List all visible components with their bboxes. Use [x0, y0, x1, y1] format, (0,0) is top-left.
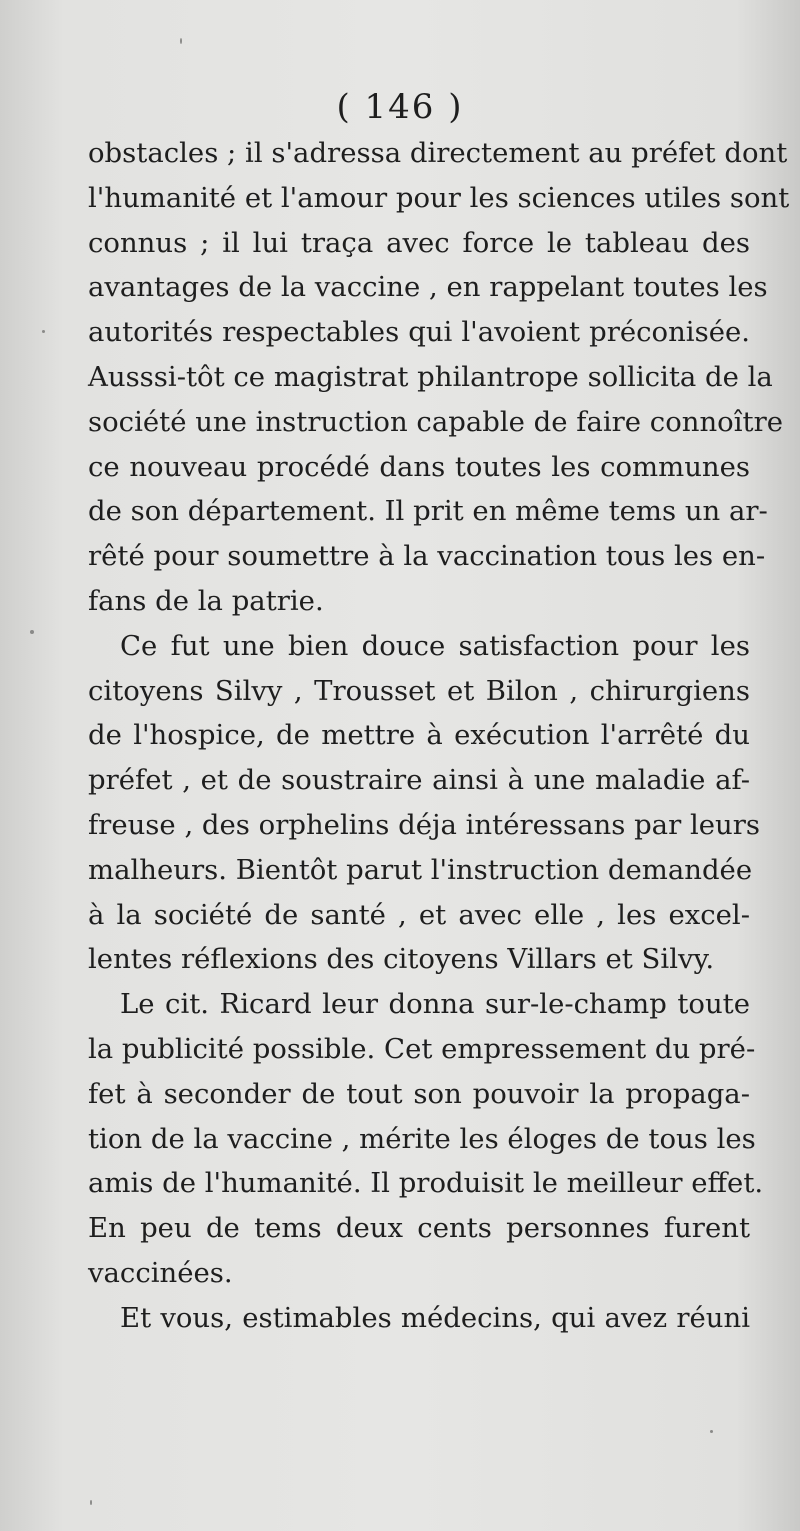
text-line: malheurs. Bientôt parut l'instruction demandée [88, 853, 753, 886]
text-line: de son département. Il prit en même tems un ar- [88, 495, 768, 528]
text-line: Ausssi-tôt ce magistrat philantrope sollicita de la [88, 360, 773, 393]
text-line: la publicité possible. Cet empressement du pré- [88, 1032, 756, 1065]
text-line: préfet , et de soustraire ainsi à une maladie af- [88, 764, 750, 797]
text-line: obstacles ; il s'adressa directement au préfet dont [88, 137, 788, 169]
text-line: avantages de la vaccine , en rappelant toutes les [88, 271, 768, 304]
text-line: citoyens Silvy , Trousset et Bilon , chirurgiens [88, 674, 750, 707]
text-line: autorités respectables qui l'avoient préconisée. [88, 316, 750, 349]
text-line: l'humanité et l'amour pour les sciences utiles sont [88, 181, 790, 214]
text-line: freuse , des orphelins déja intéressans par leurs [88, 808, 761, 841]
text-line: rêté pour soumettre à la vaccination tous les en- [88, 540, 766, 573]
text-line: lentes réflexions des citoyens Villars et Silvy. [88, 943, 715, 976]
page-number: ( 146 ) [336, 87, 464, 127]
paper-speck [90, 1500, 92, 1505]
text-line: Et vous, estimables médecins, qui avez réuni [120, 1301, 750, 1334]
text-line: fans de la patrie. [88, 584, 324, 617]
text-line: ce nouveau procédé dans toutes les communes [88, 450, 750, 483]
text-line: Ce fut une bien douce satisfaction pour les [120, 629, 750, 662]
text-line: connus ; il lui traça avec force le tableau des [88, 226, 750, 259]
text-line: à la société de santé , et avec elle , les excel- [88, 898, 750, 931]
paper-speck [710, 1430, 713, 1433]
paper-speck [180, 38, 182, 44]
text-line: tion de la vaccine , mérite les éloges de tous les [88, 1122, 756, 1155]
text-line: société une instruction capable de faire connoître [88, 405, 783, 438]
paper-speck [30, 630, 34, 634]
paper-speck [42, 330, 45, 333]
body-text [88, 131, 790, 1341]
text-line: fet à seconder de tout son pouvoir la propaga- [88, 1077, 750, 1110]
text-line: de l'hospice, de mettre à exécution l'arrêté du [88, 719, 750, 752]
text-line: En peu de tems deux cents personnes furent [88, 1212, 750, 1245]
text-line: amis de l'humanité. Il produisit le meilleur effet. [88, 1167, 764, 1200]
text-line: vaccinées. [88, 1256, 233, 1289]
text-line: Le cit. Ricard leur donna sur-le-champ toute [120, 988, 750, 1021]
